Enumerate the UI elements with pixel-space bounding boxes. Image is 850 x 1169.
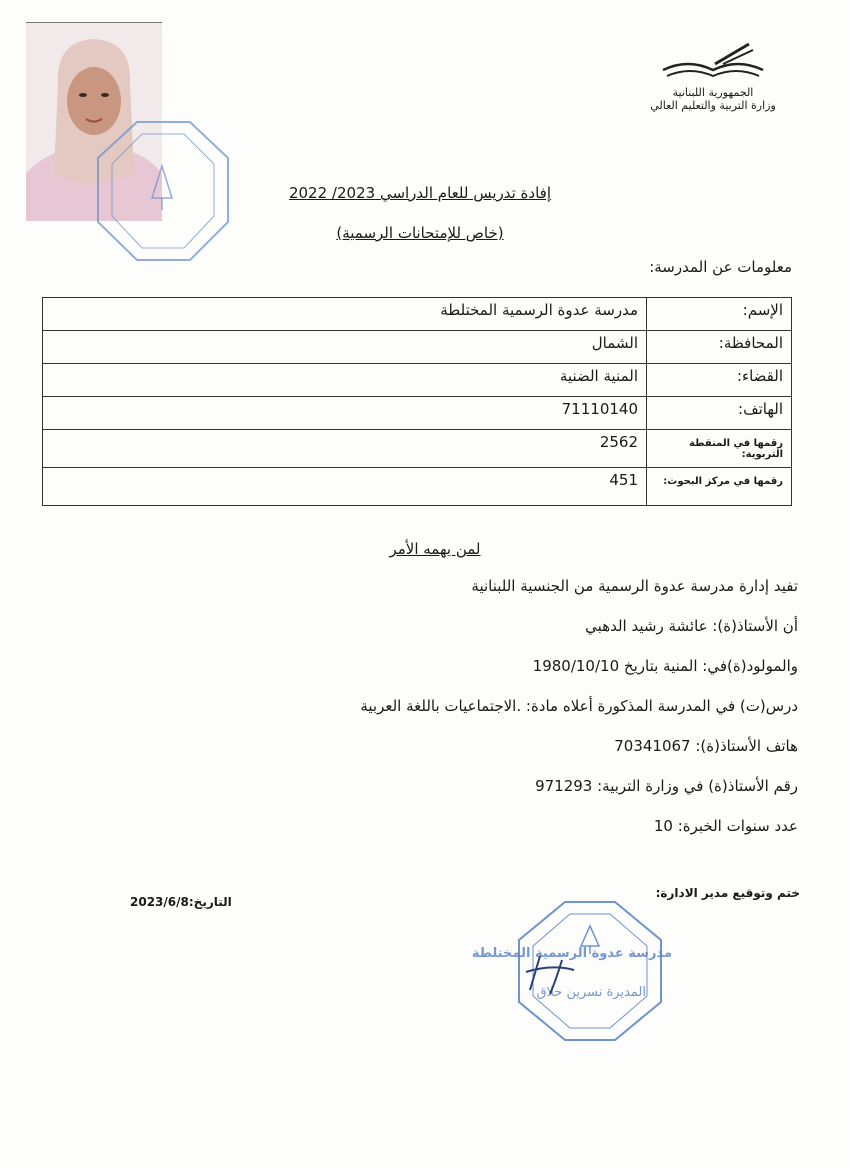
signature-mark xyxy=(522,950,582,1000)
body-line-phone: هاتف الأستاذ(ة): 70341067 xyxy=(614,737,798,755)
school-info-heading: معلومات عن المدرسة: xyxy=(649,258,792,276)
row-label: المحافظة: xyxy=(647,331,792,364)
document-title: إفادة تدريس للعام الدراسي 2023/ 2022 xyxy=(288,184,552,202)
row-label: الهاتف: xyxy=(647,397,792,430)
stamp-director-name: المديرة نسرين حلاق xyxy=(536,985,646,1000)
table-row xyxy=(43,331,792,364)
row-value: 2562 xyxy=(43,430,647,468)
row-value: مدرسة عدوة الرسمية المختلطة xyxy=(43,298,647,331)
ministry-logo xyxy=(640,40,786,126)
to-whom-heading: لمن يهمه الأمر xyxy=(389,540,481,558)
row-label: رقمها في المنقطة التربوية: xyxy=(647,430,792,468)
table-row xyxy=(43,430,792,468)
row-label: رقمها في مركز البحوث: xyxy=(647,468,792,506)
row-value: 451 xyxy=(43,468,647,506)
body-line-birth: والمولود(ة)في: المنية بتاريخ 1980/10/10 xyxy=(532,657,798,675)
table-row xyxy=(43,298,792,331)
row-value: المنية الضنية xyxy=(43,364,647,397)
document-subtitle: (خاص للإمتحانات الرسمية) xyxy=(336,224,504,242)
row-label: الإسم: xyxy=(647,298,792,331)
table-row xyxy=(43,364,792,397)
document-date: التاريخ:2023/6/8 xyxy=(130,895,232,909)
open-book-icon xyxy=(653,40,773,82)
signature-label: ختم وتوقيع مدير الادارة: xyxy=(655,886,800,900)
official-stamp-top xyxy=(92,118,232,264)
table-row xyxy=(43,468,792,506)
row-label: القضاء: xyxy=(647,364,792,397)
ministry-line1: الجمهورية اللبنانية xyxy=(672,86,754,99)
body-line-teacher: أن الأستاذ(ة): عائشة رشيد الدهبي xyxy=(585,617,798,635)
body-line-experience: عدد سنوات الخبرة: 10 xyxy=(653,817,798,835)
row-value: الشمال xyxy=(43,331,647,364)
school-info-table xyxy=(42,297,792,506)
body-line-subject: درس(ت) في المدرسة المذكورة أعلاه مادة: .الاجتماعيات باللغة العربية xyxy=(360,697,798,715)
table-row xyxy=(43,397,792,430)
ministry-line2: وزارة التربية والتعليم العالي xyxy=(650,99,776,112)
body-line-ministry-number: رقم الأستاذ(ة) في وزارة التربية: 971293 xyxy=(535,777,798,795)
row-value: 71110140 xyxy=(43,397,647,430)
stamp-school-name: مدرسة عدوة الرسمية المختلطة xyxy=(471,946,672,961)
body-line-school: تفيد إدارة مدرسة عدوة الرسمية من الجنسية اللبنانية xyxy=(471,577,798,595)
